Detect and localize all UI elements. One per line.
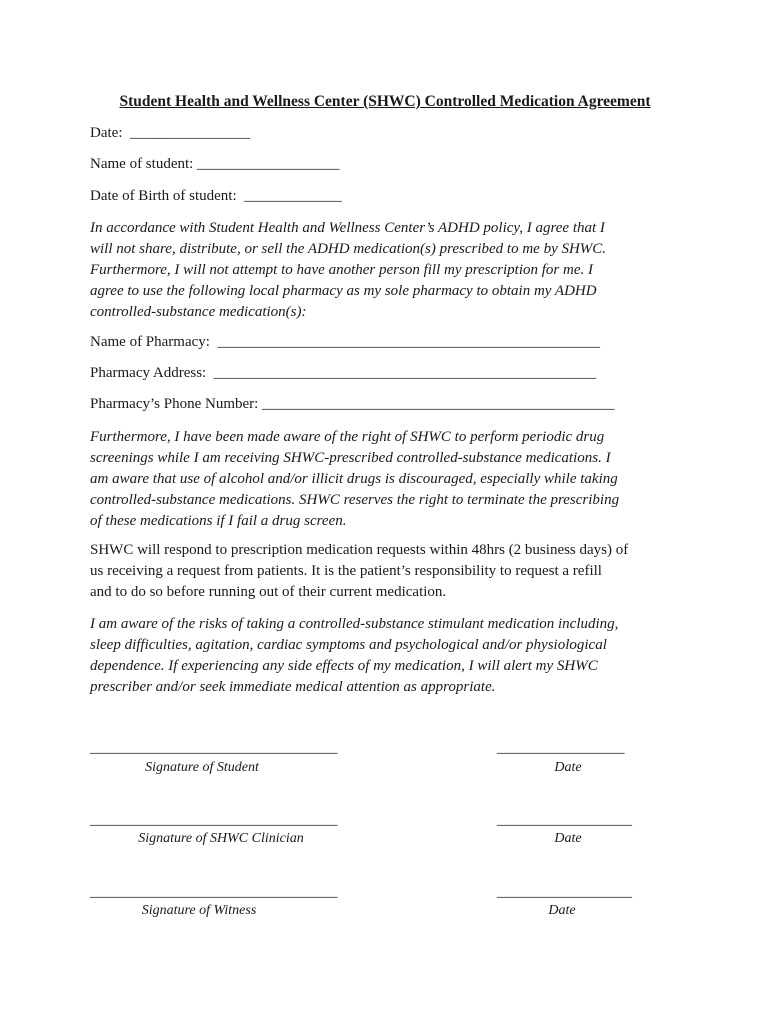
student-signature-label: Signature of Student <box>145 760 259 775</box>
risks-line: dependence. If experiencing any side effects of my medication, I will alert my SHWC <box>90 658 598 674</box>
policy-line: controlled-substance medication(s): <box>90 304 307 320</box>
policy-line: will not share, distribute, or sell the ADHD medication(s) prescribed to me by SHWC. <box>90 241 607 257</box>
policy-line: agree to use the following local pharmacy as my sole pharmacy to obtain my ADHD <box>90 283 597 299</box>
screening-line: of these medications if I fail a drug screen. <box>90 513 347 529</box>
witness-date-label: Date <box>548 903 576 918</box>
risks-paragraph <box>90 614 690 698</box>
date-field[interactable]: Date: ________________ <box>90 125 250 141</box>
document-title: Student Health and Wellness Center (SHWC) Controlled Medication Agreement <box>119 93 651 110</box>
student-date-label: Date <box>554 760 582 775</box>
risks-line: prescriber and/or seek immediate medical attention as appropriate. <box>90 679 496 695</box>
refill-line: and to do so before running out of their current medication. <box>90 584 447 600</box>
student-name-field[interactable]: Name of student: ___________________ <box>90 156 340 172</box>
witness-signature-line[interactable]: _________________________________ <box>90 884 338 900</box>
clinician-date-line[interactable]: __________________ <box>497 812 632 828</box>
student-signature-line[interactable]: _________________________________ <box>90 740 338 756</box>
pharmacy-address-field[interactable]: Pharmacy Address: ___________________________________________________ <box>90 365 597 381</box>
risks-line: I am aware of the risks of taking a controlled-substance stimulant medication including, <box>90 616 619 632</box>
policy-line: Furthermore, I will not attempt to have another person fill my prescription for me. I <box>90 262 593 278</box>
refill-paragraph <box>90 540 690 603</box>
refill-line: SHWC will respond to prescription medication requests within 48hrs (2 business days) of <box>90 542 629 558</box>
screening-line: controlled-substance medications. SHWC reserves the right to terminate the prescribing <box>90 492 620 508</box>
witness-date-line[interactable]: __________________ <box>497 884 632 900</box>
refill-line: us receiving a request from patients. It is the patient’s responsibility to request a refill <box>90 563 602 579</box>
screening-line: am aware that use of alcohol and/or illicit drugs is discouraged, especially while taking <box>90 471 618 487</box>
policy-line: In accordance with Student Health and Wellness Center’s ADHD policy, I agree that I <box>90 220 605 236</box>
policy-paragraph <box>90 218 690 323</box>
dob-field[interactable]: Date of Birth of student: _____________ <box>90 188 342 204</box>
witness-signature-label: Signature of Witness <box>141 903 257 918</box>
screening-line: screenings while I am receiving SHWC-prescribed controlled-substance medications. I <box>90 450 611 466</box>
clinician-date-label: Date <box>554 831 582 846</box>
clinician-signature-label: Signature of SHWC Clinician <box>138 831 304 846</box>
risks-line: sleep difficulties, agitation, cardiac symptoms and psychological and/or physiological <box>90 637 607 653</box>
screening-paragraph <box>90 427 690 532</box>
pharmacy-phone-field[interactable]: Pharmacy’s Phone Number: _______________________________________________ <box>90 396 615 412</box>
clinician-signature-line[interactable]: _________________________________ <box>90 812 338 828</box>
screening-line: Furthermore, I have been made aware of the right of SHWC to perform periodic drug <box>90 429 605 445</box>
pharmacy-name-field[interactable]: Name of Pharmacy: ___________________________________________________ <box>90 334 600 350</box>
student-date-line[interactable]: _________________ <box>497 740 625 756</box>
